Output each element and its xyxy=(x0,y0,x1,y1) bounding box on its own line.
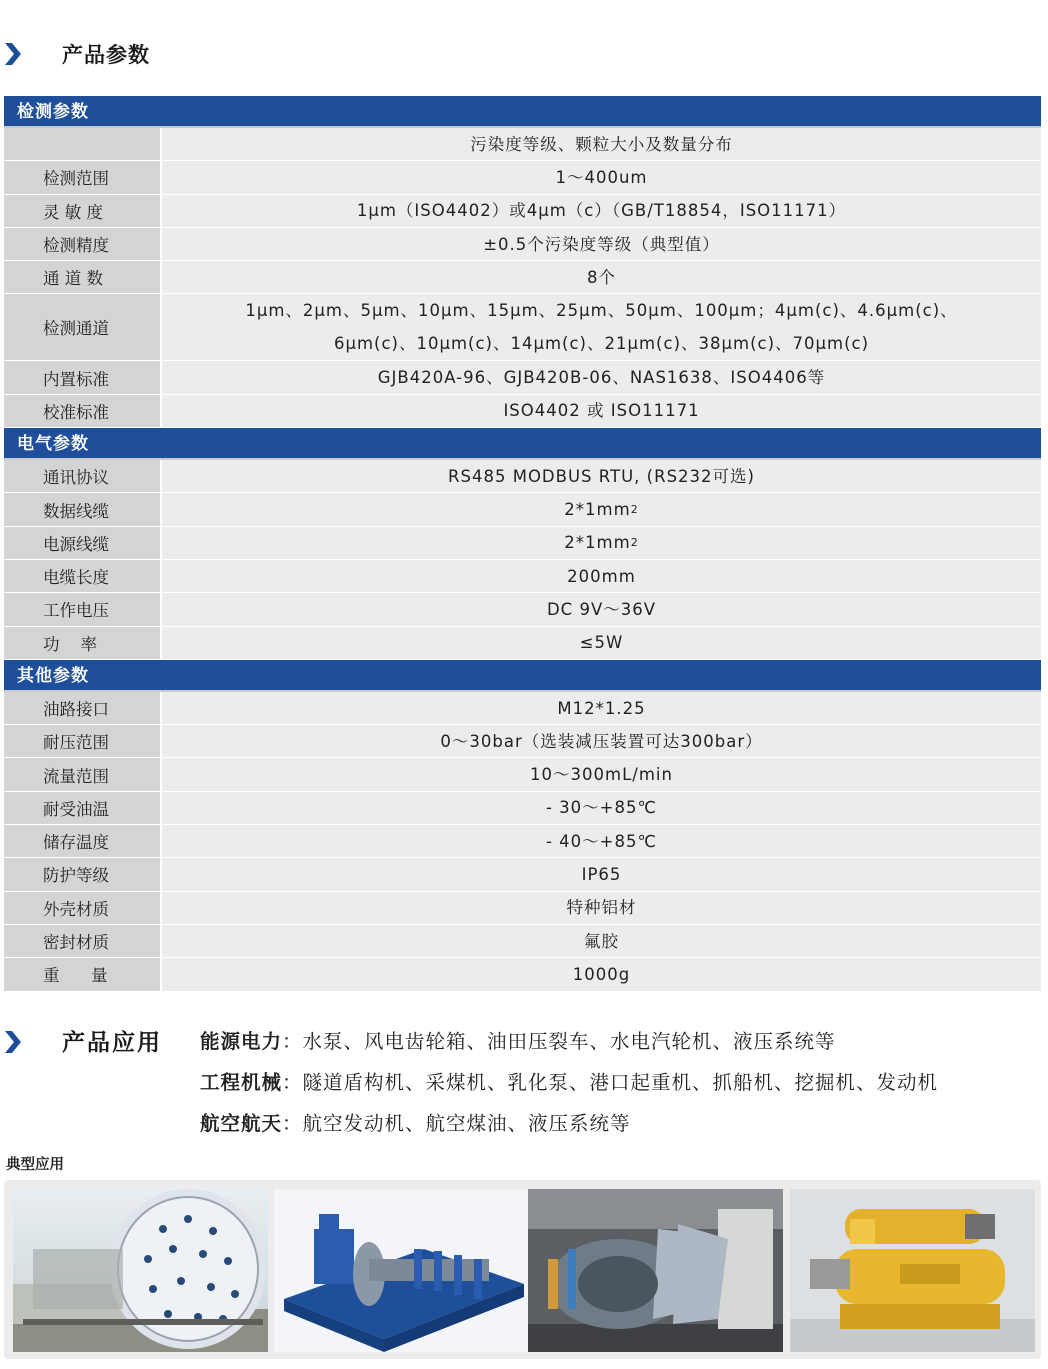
page-title: 产品参数 xyxy=(62,43,150,67)
separator: ： xyxy=(282,1030,303,1053)
param-label xyxy=(4,128,162,160)
param-value xyxy=(162,627,1041,659)
photo-steam-turbine xyxy=(274,1189,529,1352)
section-application xyxy=(0,1022,1048,1142)
param-value-text: - 40～+85℃ xyxy=(545,831,658,851)
param-label: 内置标准 xyxy=(4,361,162,393)
table-row xyxy=(4,294,1041,361)
param-value xyxy=(162,758,1041,790)
application-field: 航空航天 xyxy=(200,1112,283,1135)
table-row xyxy=(4,825,1041,858)
param-value xyxy=(162,958,1041,990)
param-value-text: GJB420A-96、GJB420B-06、NAS1638、ISO4406等 xyxy=(377,368,826,388)
table-row xyxy=(4,758,1041,791)
table-row xyxy=(4,725,1041,758)
param-value: 2*1mm 2 xyxy=(162,493,1041,525)
param-value xyxy=(162,593,1041,625)
param-value xyxy=(162,925,1041,957)
table-row xyxy=(4,228,1041,261)
param-value-text: RS485 MODBUS RTU, (RS232可选) xyxy=(448,466,755,486)
param-label: 功 率 xyxy=(4,627,162,659)
application-line-engineering xyxy=(200,1067,938,1095)
param-value xyxy=(162,725,1041,757)
param-value-text: 200mm xyxy=(567,566,636,586)
param-label: 重 量 xyxy=(4,958,162,990)
param-value-text: DC 9V～36V xyxy=(546,599,657,619)
param-value xyxy=(162,560,1041,592)
param-value xyxy=(162,692,1041,724)
application-items: 航空发动机、航空煤油、液压系统等 xyxy=(302,1112,631,1135)
param-value-text: 10～300mL/min xyxy=(530,765,673,785)
param-value xyxy=(162,261,1041,293)
photo-industrial-chiller xyxy=(790,1189,1045,1352)
table-row xyxy=(4,493,1041,526)
param-value xyxy=(162,294,1041,360)
table-row xyxy=(4,560,1041,593)
param-value-text: 1～400um xyxy=(555,167,648,187)
param-label: 工作电压 xyxy=(4,593,162,625)
application-line-energy xyxy=(200,1026,836,1054)
table-row xyxy=(4,527,1041,560)
param-label: 灵 敏 度 xyxy=(4,195,162,227)
param-label: 储存温度 xyxy=(4,825,162,857)
param-value xyxy=(162,161,1041,193)
param-value xyxy=(162,892,1041,924)
param-label: 流量范围 xyxy=(4,758,162,790)
param-value-text: 1μm（ISO4402）或4μm（c）（GB/T18854，ISO11171） xyxy=(356,201,847,221)
param-value-text: IP65 xyxy=(581,865,622,884)
application-line-aerospace xyxy=(200,1108,631,1136)
param-label: 耐受油温 xyxy=(4,792,162,824)
param-label: 检测范围 xyxy=(4,161,162,193)
application-field: 能源电力 xyxy=(200,1030,283,1053)
table-row xyxy=(4,161,1041,194)
typical-title: 典型应用 xyxy=(6,1157,64,1173)
param-value-text: 1μm、2μm、5μm、10μm、15μm、25μm、50μm、100μm；4μm(c)、4.6μm(c)、 6μm(c)、10μm(c)、14μm(c)、21μm(c)、38μm(c)、70μm(c) xyxy=(245,301,958,354)
param-label: 防护等级 xyxy=(4,858,162,890)
param-value-text: 氟胶 xyxy=(584,931,619,951)
param-label: 电源线缆 xyxy=(4,527,162,559)
typical-gallery xyxy=(4,1180,1041,1359)
table-row xyxy=(4,792,1041,825)
photo-tunnel-boring-machine xyxy=(13,1189,268,1352)
param-label: 电缆长度 xyxy=(4,560,162,592)
group-header: 电气参数 xyxy=(4,428,1041,460)
table-row xyxy=(4,925,1041,958)
param-value-text: 特种铝材 xyxy=(566,898,637,918)
param-value xyxy=(162,858,1041,890)
param-value: 2*1mm 2 xyxy=(162,527,1041,559)
param-label: 校准标准 xyxy=(4,395,162,427)
table-row xyxy=(4,692,1041,725)
table-row xyxy=(4,195,1041,228)
param-value xyxy=(162,195,1041,227)
table-row xyxy=(4,593,1041,626)
param-label: 数据线缆 xyxy=(4,493,162,525)
table-row xyxy=(4,958,1041,991)
param-value xyxy=(162,825,1041,857)
table-row xyxy=(4,460,1041,493)
param-label: 外壳材质 xyxy=(4,892,162,924)
param-value-text: 2*1mm xyxy=(564,533,631,553)
param-label: 检测精度 xyxy=(4,228,162,260)
param-label: 通 道 数 xyxy=(4,261,162,293)
param-value-text: 2*1mm xyxy=(564,500,631,520)
param-value xyxy=(162,460,1041,492)
table-row xyxy=(4,361,1041,394)
table-row xyxy=(4,627,1041,660)
param-value-text: - 30～+85℃ xyxy=(545,798,658,818)
param-value-text: 0～30bar（选装减压装置可达300bar） xyxy=(440,731,763,751)
param-value xyxy=(162,228,1041,260)
application-title: 产品应用 xyxy=(62,1030,162,1056)
param-value-text: ≤5W xyxy=(579,633,624,653)
application-items: 隧道盾构机、采煤机、乳化泵、港口起重机、抓船机、挖掘机、发动机 xyxy=(302,1071,939,1094)
param-value-text: 8个 xyxy=(587,267,616,287)
table-row xyxy=(4,395,1041,428)
group-header: 其他参数 xyxy=(4,660,1041,692)
separator: ： xyxy=(282,1112,303,1135)
photo-aircraft-engine xyxy=(528,1189,783,1352)
application-items: 水泵、风电齿轮箱、油田压裂车、水电汽轮机、液压系统等 xyxy=(302,1030,836,1053)
chevron-right-icon xyxy=(2,40,24,68)
param-value-text: 1000g xyxy=(572,964,631,984)
param-value-text: ISO4402 或 ISO11171 xyxy=(503,401,700,421)
application-field: 工程机械 xyxy=(200,1071,283,1094)
param-value xyxy=(162,128,1041,160)
chevron-right-icon xyxy=(2,1028,24,1056)
table-row xyxy=(4,858,1041,891)
group-header: 检测参数 xyxy=(4,96,1041,128)
table-row xyxy=(4,128,1041,161)
separator: ： xyxy=(282,1071,303,1094)
param-label: 通讯协议 xyxy=(4,460,162,492)
param-label: 检测通道 xyxy=(4,294,162,360)
params-table xyxy=(4,96,1041,992)
param-value-text: ±0.5个污染度等级（典型值） xyxy=(483,234,720,254)
param-value-text: M12*1.25 xyxy=(557,698,646,718)
param-label: 密封材质 xyxy=(4,925,162,957)
table-row xyxy=(4,892,1041,925)
param-label: 耐压范围 xyxy=(4,725,162,757)
param-value xyxy=(162,361,1041,393)
param-value xyxy=(162,395,1041,427)
param-value-text: 污染度等级、颗粒大小及数量分布 xyxy=(470,134,733,154)
param-value xyxy=(162,792,1041,824)
param-label: 油路接口 xyxy=(4,692,162,724)
table-row xyxy=(4,261,1041,294)
